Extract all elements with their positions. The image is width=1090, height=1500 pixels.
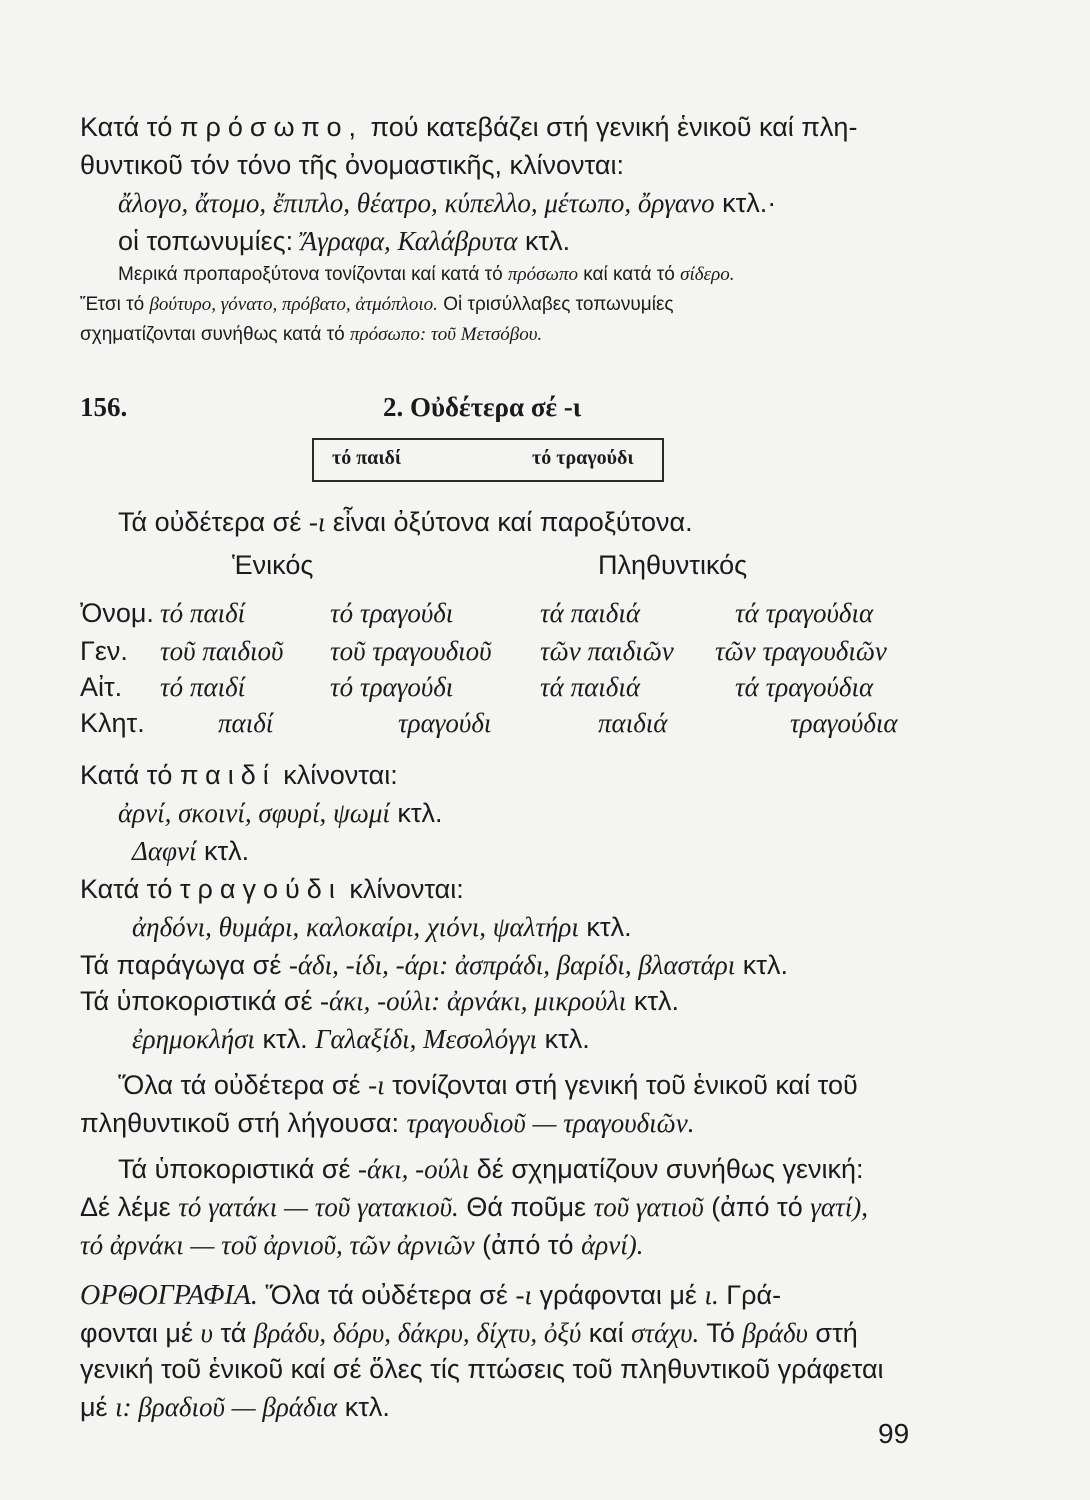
examples: Δαφνί [132,836,197,866]
section-title: 2. Οὐδέτερα σέ -ι [383,392,582,422]
text: κλίνονται: [349,874,464,904]
orthography-heading: ΟΡΘΟΓΡΑΦΙΑ. [80,1280,258,1311]
singular-2: τό τραγούδι [330,598,454,628]
singular-1: τό παιδί [160,672,246,702]
example-line [118,224,570,258]
case-label: Κλητ. [80,708,145,738]
text: κτλ. [544,1024,590,1054]
text: τονίζονται στή γενική τοῦ ἑνικοῦ καί τοῦ [392,1070,858,1100]
suffix: -ι [368,1070,385,1100]
text: Δέ λέμε [80,1192,171,1222]
text: (ἀπό τό [711,1192,803,1222]
text: Ἔτσι τό [80,294,145,315]
intro-line [118,505,693,539]
suffix: -ι [308,507,326,537]
letter: ι. [704,1280,719,1310]
paragraph-line [80,1228,643,1262]
plural-2: τῶν τραγουδιῶν [715,636,887,666]
plural-header: Πληθυντικός [598,550,748,580]
case-label: Αἰτ. [80,672,123,702]
example-line [132,1022,590,1056]
text: πού κατεβάζει στή γενική ἑνικοῦ καί πλη- [370,112,858,142]
example-line [132,910,632,944]
examples: τό ἀρνάκι — τοῦ ἀρνιοῦ, τῶν ἀρνιῶν [80,1230,475,1260]
paragraph-line [80,1390,390,1424]
text: καί κατά τό [583,264,675,285]
examples: τοῦ γατιοῦ [593,1192,704,1222]
text: κλίνονται: [283,760,398,790]
text: γενική τοῦ ἑνικοῦ καί σέ ὅλες τίς πτώσεις τοῦ πληθυντικοῦ γράφεται [80,1354,884,1384]
paradigm-box [312,438,664,482]
examples: -άδι, -ίδι, -άρι: ἀσπράδι, βαρίδι, βλαστάρι [288,950,736,980]
examples: βούτυρο, γόνατο, πρόβατο, ἀτμόπλοιο. [149,294,438,315]
spaced-term: τραγούδι [179,874,342,904]
examples: Γαλαξίδι, Μεσολόγγι [315,1024,538,1054]
suffix: -ι [515,1280,532,1310]
text: Τά παράγωγα σέ [80,950,282,980]
examples: σίδερο. [680,264,735,285]
text: σχηματίζονται συνήθως κατά τό [80,324,345,345]
singular-1: τοῦ παιδιοῦ [160,636,284,666]
text: καί [588,1318,624,1348]
text: Θά ποῦμε [466,1192,587,1222]
examples: βράδυ, δόρυ, δάκρυ, δίχτυ, ὀξύ [253,1318,582,1348]
example-line [118,186,776,220]
examples: ἀρνί). [581,1230,644,1260]
examples: πρόσωπο: τοῦ Μετσόβου. [349,324,543,345]
singular-2: τό τραγούδι [330,672,454,702]
text: Τό [706,1318,735,1348]
plural-1: τά παιδιά [540,672,641,702]
page-number: 99 [878,1418,910,1449]
paragraph-line [80,872,464,906]
text: κτλ. [586,912,632,942]
paragraph-line [80,1106,694,1140]
paragraph-line [80,758,398,792]
paragraph-line [80,148,624,182]
text: εἶναι ὀξύτονα καί παροξύτονα. [332,507,693,537]
plural-2: τά τραγούδια [735,598,874,628]
paragraph-line [80,984,679,1018]
text: Ὅλα τά οὐδέτερα σέ [265,1280,508,1310]
note-line [118,262,734,288]
paragraph-line [80,1190,868,1224]
examples: βράδυ [742,1318,808,1348]
paragraph-line [80,110,857,144]
text: κτλ.· [722,188,777,218]
note-line [80,322,542,348]
text: Κατά τό [80,112,173,142]
plural-1: τῶν παιδιῶν [540,636,674,666]
text: Τά ὑποκοριστικά σέ [80,986,313,1016]
examples: ι: βραδιοῦ — βράδια [115,1392,338,1422]
singular-2: τραγούδι [398,708,492,738]
box-word-2: τό τραγούδι [532,447,634,469]
text: οἱ τοπωνυμίες: [118,226,294,256]
text: Κατά τό [80,760,173,790]
suffix: -άκι, -ούλι [358,1154,470,1184]
text: κτλ. [203,836,250,866]
examples: τό γατάκι — τοῦ γατακιοῦ. [178,1192,459,1222]
examples: πρόσωπο [508,264,578,285]
examples: γατί), [810,1192,868,1222]
plural-2: τραγούδια [790,708,898,738]
case-label: Γεν. [80,636,128,666]
singular-2: τοῦ τραγουδιοῦ [330,636,492,666]
text: θυντικοῦ τόν τόνο τῆς ὀνομαστικῆς, κλίνονται: [80,150,624,180]
text: Τά ὑποκοριστικά σέ [118,1154,351,1184]
examples: τραγουδιοῦ — τραγουδιῶν. [406,1108,695,1138]
paragraph-line [80,948,788,982]
text: φονται μέ [80,1318,194,1348]
examples: ἐρημοκλήσι [132,1024,255,1054]
text: Γρά- [726,1280,782,1310]
paragraph-line [80,1278,781,1313]
singular-1: παιδί [218,708,274,738]
examples: ἄλογο, ἄτομο, ἔπιπλο, θέατρο, κύπελλο, μέτωπο, ὄργανο [118,188,715,218]
text: Οἱ τρισύλλαβες τοπωνυμίες [443,294,674,315]
examples: στάχυ. [631,1318,700,1348]
letter: υ [200,1318,213,1348]
text: γράφονται μέ [539,1280,697,1310]
case-label: Ὀνομ. [80,598,154,628]
text: κτλ. [524,226,571,256]
text: τά [220,1318,247,1348]
example-line [132,834,249,868]
text: κτλ. [397,798,443,828]
examples: -άκι, -ούλι: ἀρνάκι, μικρούλι [320,986,627,1016]
text: (ἀπό τό [482,1230,574,1260]
note-line [80,292,674,318]
text: στή [815,1318,858,1348]
text: Ὅλα τά οὐδέτερα σέ [118,1070,361,1100]
text: Μερικά προπαροξύτονα τονίζονται καί κατά τό [118,264,503,285]
singular-1: τό παιδί [160,598,246,628]
examples: ἀηδόνι, θυμάρι, καλοκαίρι, χιόνι, ψαλτήρι [132,912,579,942]
section-number: 156. [80,392,128,422]
text: δέ σχηματίζουν συνήθως γενική: [476,1154,864,1184]
text: πληθυντικοῦ στή λήγουσα: [80,1108,399,1138]
plural-1: τά παιδιά [540,598,641,628]
text: κτλ. [262,1024,308,1054]
paragraph-line [80,1316,858,1350]
singular-header: Ἑνικός [232,550,314,580]
text: μέ [80,1392,108,1422]
text: Κατά τό [80,874,173,904]
text: κτλ. [633,986,679,1016]
text: Τά οὐδέτερα σέ [118,507,302,537]
paragraph-line [118,1068,858,1102]
spaced-term: παιδί [179,760,276,790]
text: κτλ. [742,950,788,980]
box-word-1: τό παιδί [332,447,402,469]
plural-1: παιδιά [598,708,668,738]
paragraph-line [118,1152,864,1186]
examples: Ἄγραφα, Καλάβρυτα [300,226,518,256]
examples: ἀρνί, σκοινί, σφυρί, ψωμί [118,798,390,828]
example-line [118,796,443,830]
plural-2: τά τραγούδια [735,672,874,702]
text: κτλ. [344,1392,390,1422]
paragraph-line [80,1352,884,1386]
spaced-term: πρόσωπο, [179,112,364,142]
